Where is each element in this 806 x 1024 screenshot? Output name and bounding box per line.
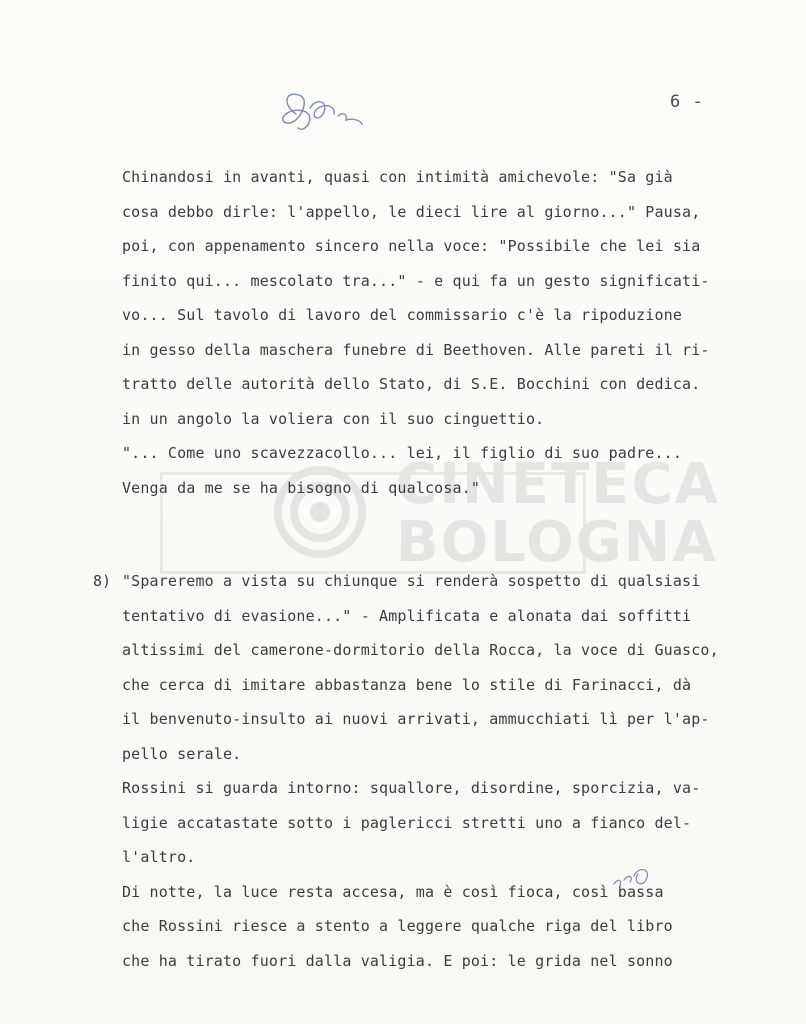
text-line: Di notte, la luce resta accesa, ma è così fioca, così bassa xyxy=(122,882,664,901)
text-line: che cerca di imitare abbastanza bene lo stile di Farinacci, dà xyxy=(122,675,692,694)
text-line: "... Come uno scavezzacollo... lei, il figlio di suo padre... xyxy=(122,444,683,462)
text-line: il benvenuto-insulto ai nuovi arrivati, ammucchiati lì per l'ap- xyxy=(122,710,710,728)
text-line: che Rossini riesce a stento a leggere qualche riga del libro xyxy=(122,917,673,935)
text-line: in un angolo la voliera con il suo cinguettio. xyxy=(122,409,545,428)
text-line: che ha tirato fuori dalla valigia. E poi: le grida nel sonno xyxy=(122,951,673,970)
scene-number: 8) xyxy=(93,572,112,590)
text-line: Venga da me se ha bisogno di qualcosa." xyxy=(122,478,481,497)
paragraph-2 xyxy=(122,564,762,978)
text-line: altissimi del camerone-dormitorio della Rocca, la voce di Guasco, xyxy=(122,641,719,659)
text-line: cosa debbo dirle: l'appello, le dieci lire al giorno..." Pausa, xyxy=(122,202,701,221)
pencil-scribble-icon xyxy=(276,84,396,144)
pencil-mark-icon xyxy=(608,858,658,894)
text-line: vo... Sul tavolo di lavoro del commissario c'è la ripoduzione xyxy=(122,306,683,324)
text-line: Rossini si guarda intorno: squallore, disordine, sporcizia, va- xyxy=(122,779,701,797)
text-line: poi, con appenamento sincero nella voce: "Possibile che lei sia xyxy=(122,237,701,255)
text-line: finito qui... mescolato tra..." - e qui fa un gesto significati- xyxy=(122,271,710,290)
text-line: Chinandosi in avanti, quasi con intimità amichevole: "Sa già xyxy=(122,168,673,186)
watermark-line-1: CINETECA xyxy=(396,452,720,517)
text-line: in gesso della maschera funebre di Beethoven. Alle pareti il ri- xyxy=(122,340,710,359)
paragraph-1 xyxy=(122,160,762,505)
text-line: tentativo di evasione..." - Amplificata e alonata dai soffitti xyxy=(122,606,692,625)
text-line: l'altro. xyxy=(122,848,196,866)
text-line: tratto delle autorità dello Stato, di S.E. Bocchini con dedica. xyxy=(122,375,701,393)
text-line: "Spareremo a vista su chiunque si renderà sospetto di qualsiasi xyxy=(122,572,701,590)
text-line: ligie accatastate sotto i paglericci stretti uno a fianco del- xyxy=(122,813,692,832)
text-line: pello serale. xyxy=(122,744,242,763)
page-number: 6 - xyxy=(670,92,704,112)
watermark-line-2: BOLOGNA xyxy=(396,510,718,575)
